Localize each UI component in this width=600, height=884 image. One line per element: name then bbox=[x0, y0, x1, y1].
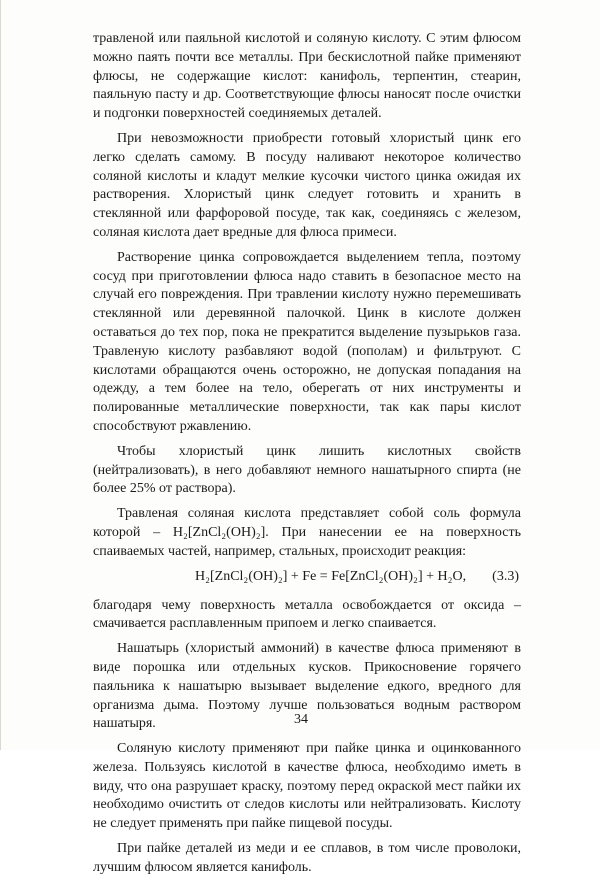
paragraph: Травленая соляная кислота представляет собой соль формула которой – H₂[ZnCl₂(OH)₂]. При нанесении ее на поверхность спаиваемых частей, например, стальных, происходит реакция: bbox=[93, 506, 521, 559]
paragraph: Растворение цинка сопровождается выделением тепла, поэтому сосуд при приготовлении флюса надо ставить в безопасное место на случай его повреждения. При травлении кислоту нужно перемешивать стеклянной или деревянной палочкой. Цинк в кислоте должен оставаться до тех пор, пока не прекратится выделение пузырьков газа. Травленую кислоту разбавляют водой (пополам) и фильтруют. С кислотами обращаются очень осторожно, не допуская попадания на одежду, а тем более на тело, оберегать от них инструменты и полированные металлические поверхности, так как пары кислот способствуют ржавлению. bbox=[93, 249, 521, 434]
paragraph: травленой или паяльной кислотой и соляную кислоту. С этим флюсом можно паять почти все металлы. При бескислотной пайке применяют флюсы, не содержащие кислот: канифоль, терпентин, стеарин, паяльную пасту и др. Соответствующие флюсы наносят после очистки и подгонки поверхностей соединяемых деталей. bbox=[93, 31, 521, 122]
paragraph: При невозможности приобрести готовый хлористый цинк его легко сделать самому. В посуду наливают некоторое количество соляной кислоты и кладут мелкие кусочки чистого цинка ожидая их растворения. Хлористый цинк следует готовить и хранить в стеклянной или фарфоровой посуде, так как, соединяясь с железом, соляная кислота дает вредные для флюса примеси. bbox=[93, 130, 521, 240]
formula-row bbox=[93, 568, 521, 588]
chemical-equation: H₂[ZnCl₂(OH)₂] + Fe = Fe[ZnCl₂(OH)₂] + H₂O, bbox=[195, 568, 467, 584]
paragraph: благодаря чему поверхность металла освобождается от оксида – смачивается расплавленным припоем и легко спаивается. bbox=[93, 597, 521, 632]
page-body bbox=[93, 30, 521, 884]
paragraph: Нашатырь (хлористый аммоний) в качестве флюса применяют в виде порошка или отдельных кусков. Прикосновение горячего паяльника к нашатырю вызывает выделение едкого, вредного для организма дыма. Поэтому лучше пользоваться водным раствором нашатыря. bbox=[93, 641, 521, 732]
page-number: 34 bbox=[294, 712, 308, 727]
paragraph: Чтобы хлористый цинк лишить кислотных свойств (нейтрализовать), в него добавляют немного нашатырного спирта (не более 25% от раствора). bbox=[93, 443, 521, 497]
paragraph: При пайке деталей из меди и ее сплавов, в том числе проволоки, лучшим флюсом является канифоль. bbox=[93, 841, 521, 875]
paragraph: Соляную кислоту применяют при пайке цинка и оцинкованного железа. Пользуясь кислотой в качестве флюса, необходимо иметь в виду, что она разрушает краску, поэтому перед окраской мест пайки их необходимо очистить от следов кислоты или нейтрализовать. Кислоту не следует применять при пайке пищевой посуды. bbox=[93, 741, 521, 832]
equation-number: (3.3) bbox=[492, 568, 519, 584]
